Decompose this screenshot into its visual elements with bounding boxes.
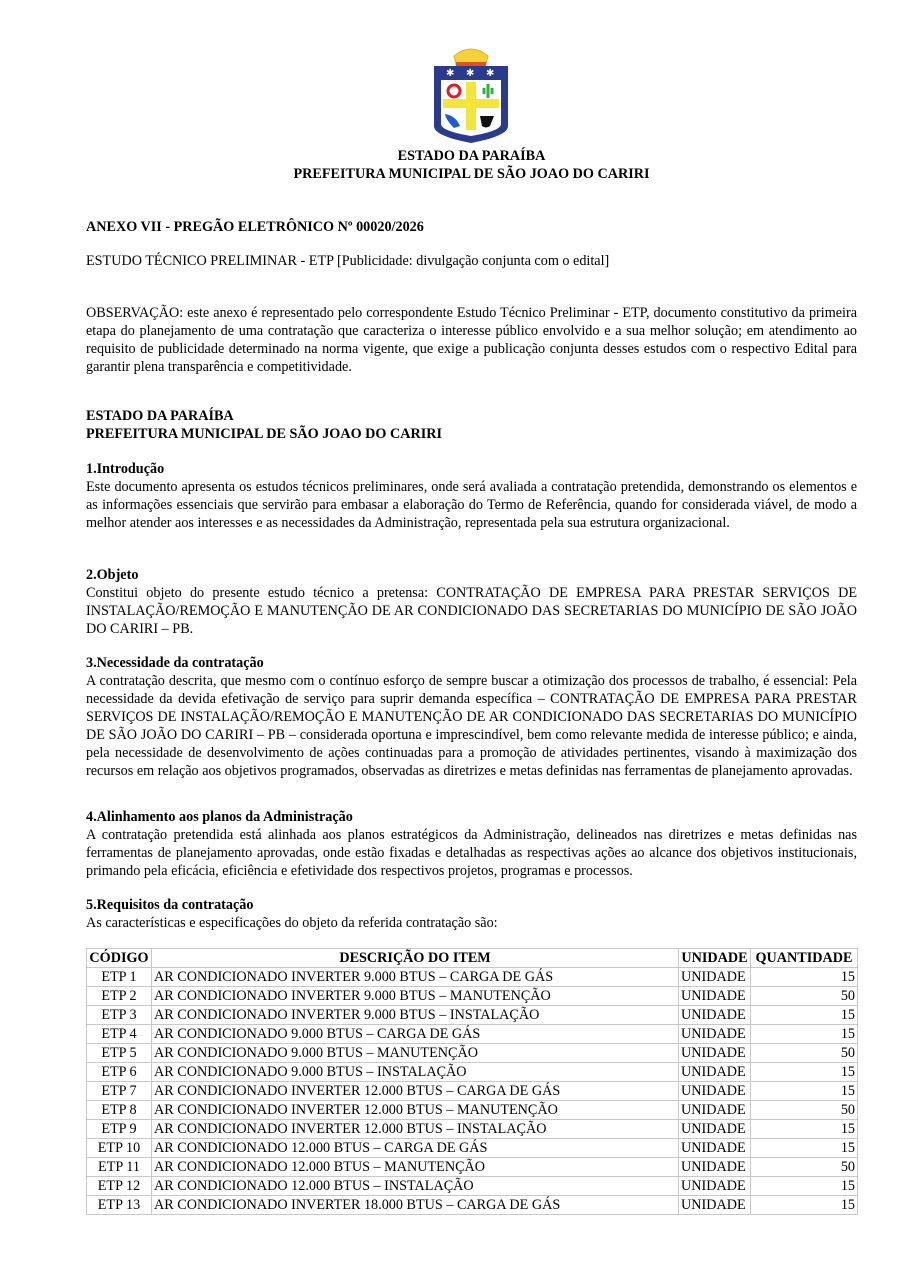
cell-unit: UNIDADE [679, 1025, 751, 1044]
cell-unit: UNIDADE [679, 1063, 751, 1082]
svg-text:✱: ✱ [446, 68, 455, 79]
table-row [87, 1139, 858, 1158]
header-municipality: PREFEITURA MUNICIPAL DE SÃO JOAO DO CARIRI [293, 166, 650, 182]
header [86, 147, 857, 183]
cell-qty: 15 [751, 968, 858, 987]
cell-description: AR CONDICIONADO 12.000 BTUS – CARGA DE GÁS [151, 1139, 678, 1158]
header-unit: UNIDADE [679, 949, 751, 968]
cell-qty: 15 [751, 1063, 858, 1082]
cell-unit: UNIDADE [679, 987, 751, 1006]
section-introduction [86, 460, 857, 532]
cell-qty: 15 [751, 1120, 858, 1139]
table-row [87, 1158, 858, 1177]
section-title: 5.Requisitos da contratação [86, 897, 254, 913]
cell-qty: 15 [751, 1006, 858, 1025]
header-description: DESCRIÇÃO DO ITEM [151, 949, 678, 968]
cell-unit: UNIDADE [679, 1120, 751, 1139]
cell-code: ETP 7 [87, 1082, 152, 1101]
section-requirements [86, 896, 857, 932]
table-row [87, 1025, 858, 1044]
cell-code: ETP 12 [87, 1177, 152, 1196]
table-row [87, 1177, 858, 1196]
table-row [87, 1006, 858, 1025]
cell-description: AR CONDICIONADO 12.000 BTUS – INSTALAÇÃO [151, 1177, 678, 1196]
cell-code: ETP 10 [87, 1139, 152, 1158]
cell-description: AR CONDICIONADO INVERTER 9.000 BTUS – CARGA DE GÁS [151, 968, 678, 987]
section-text: A contratação pretendida está alinhada aos planos estratégicos da Administração, delineados nas diretrizes e metas definidas nas ferramentas de planejamento aprovadas, onde estão fixadas e detalhadas as respectivas ações ao alcance dos objetivos institucionais, primando pela eficácia, eficiência e efetividade dos respectivos projetos, programas e processos. [86, 827, 857, 879]
header-state: ESTADO DA PARAÍBA [397, 148, 546, 164]
table-row [87, 1044, 858, 1063]
svg-text:✱: ✱ [486, 68, 495, 79]
subtitle: ESTUDO TÉCNICO PRELIMINAR - ETP [Publicidade: divulgação conjunta com o edital] [86, 253, 610, 269]
cell-code: ETP 6 [87, 1063, 152, 1082]
cell-qty: 15 [751, 1139, 858, 1158]
observation-paragraph: OBSERVAÇÃO: este anexo é representado pelo correspondente Estudo Técnico Preliminar - ETP, documento constitutivo da primeira etapa do planejamento de uma contratação que caracteriza o interesse público envolvido e a sua melhor solução; em atendimento ao requisito de publicidade determinado na norma vigente, que exige a publicação conjunta desses estudos com o respectivo Edital para garantir plena transparência e competitividade. [86, 305, 857, 375]
cell-description: AR CONDICIONADO INVERTER 18.000 BTUS – CARGA DE GÁS [151, 1196, 678, 1215]
cell-unit: UNIDADE [679, 1101, 751, 1120]
section-text: Constitui objeto do presente estudo técnico a pretensa: CONTRATAÇÃO DE EMPRESA PARA PRESTAR SERVIÇOS DE INSTALAÇÃO/REMOÇÃO E MANUTENÇÃO DE AR CONDICIONADO DAS SECRETARIAS DO MUNICÍPIO DE SÃO JOÃO DO CARIRI – PB. [86, 585, 857, 637]
cell-unit: UNIDADE [679, 968, 751, 987]
table-row [87, 1082, 858, 1101]
table-row [87, 1101, 858, 1120]
cell-description: AR CONDICIONADO 9.000 BTUS – INSTALAÇÃO [151, 1063, 678, 1082]
section-alignment [86, 808, 857, 880]
table-row [87, 1063, 858, 1082]
svg-text:✱: ✱ [466, 68, 475, 79]
table-row [87, 987, 858, 1006]
cell-description: AR CONDICIONADO INVERTER 12.000 BTUS – MANUTENÇÃO [151, 1101, 678, 1120]
cell-code: ETP 2 [87, 987, 152, 1006]
cell-qty: 50 [751, 1101, 858, 1120]
coat-of-arms-logo [428, 44, 514, 144]
table-header-row [87, 949, 858, 968]
cell-description: AR CONDICIONADO INVERTER 12.000 BTUS – INSTALAÇÃO [151, 1120, 678, 1139]
cell-qty: 15 [751, 1177, 858, 1196]
cell-code: ETP 11 [87, 1158, 152, 1177]
annex-title: ANEXO VII - PREGÃO ELETRÔNICO Nº 00020/2026 [86, 219, 424, 235]
table-row [87, 968, 858, 987]
cell-qty: 15 [751, 1082, 858, 1101]
cell-code: ETP 5 [87, 1044, 152, 1063]
cell-description: AR CONDICIONADO 9.000 BTUS – MANUTENÇÃO [151, 1044, 678, 1063]
header-quantity: QUANTIDADE [751, 949, 858, 968]
cell-qty: 50 [751, 1044, 858, 1063]
section-title: 4.Alinhamento aos planos da Administração [86, 809, 353, 825]
cell-qty: 15 [751, 1196, 858, 1215]
section-object [86, 566, 857, 638]
section-need [86, 654, 857, 780]
cell-unit: UNIDADE [679, 1044, 751, 1063]
cell-description: AR CONDICIONADO 9.000 BTUS – CARGA DE GÁS [151, 1025, 678, 1044]
cell-code: ETP 13 [87, 1196, 152, 1215]
items-table [86, 948, 858, 1215]
cell-unit: UNIDADE [679, 1196, 751, 1215]
section-text: As características e especificações do objeto da referida contratação são: [86, 915, 498, 931]
cell-description: AR CONDICIONADO INVERTER 9.000 BTUS – INSTALAÇÃO [151, 1006, 678, 1025]
cell-code: ETP 8 [87, 1101, 152, 1120]
cell-unit: UNIDADE [679, 1082, 751, 1101]
cell-code: ETP 3 [87, 1006, 152, 1025]
cell-qty: 50 [751, 1158, 858, 1177]
cell-description: AR CONDICIONADO 12.000 BTUS – MANUTENÇÃO [151, 1158, 678, 1177]
section-text: A contratação descrita, que mesmo com o contínuo esforço de sempre buscar a otimização dos processos de trabalho, é essencial: Pela necessidade da devida efetivação de serviço para suprir demanda específica – CONTRATAÇÃO DE EMPRESA PARA PRESTAR SERVIÇOS DE INSTALAÇÃO/REMOÇÃO E MANUTENÇÃO DE AR CONDICIONADO DAS SECRETARIAS DO MUNICÍPIO DE SÃO JOÃO DO CARIRI – PB – considerada oportuna e imprescindível, bem como relevante medida de interesse público; e ainda, pela necessidade de desenvolvimento de ações continuadas para a promoção de atividades pertinentes, visando à maximização dos recursos em relação aos objetivos programados, observadas as diretrizes e metas definidas nas ferramentas de planejamento aprovadas. [86, 673, 857, 779]
cell-code: ETP 4 [87, 1025, 152, 1044]
cell-code: ETP 9 [87, 1120, 152, 1139]
cell-qty: 15 [751, 1025, 858, 1044]
header2-municipality: PREFEITURA MUNICIPAL DE SÃO JOAO DO CARIRI [86, 426, 443, 442]
cell-unit: UNIDADE [679, 1139, 751, 1158]
header2-state: ESTADO DA PARAÍBA [86, 408, 234, 424]
section-title: 2.Objeto [86, 567, 139, 583]
header-repeat [86, 407, 857, 443]
section-text: Este documento apresenta os estudos técnicos preliminares, onde será avaliada a contratação pretendida, demonstrando os elementos e as informações essenciais que servirão para embasar a elaboração do Termo de Referência, quando for considerada viável, de modo a melhor atender aos interesses e as necessidades da Administração, representada pela sua estrutura organizacional. [86, 479, 857, 531]
cell-qty: 50 [751, 987, 858, 1006]
cell-unit: UNIDADE [679, 1006, 751, 1025]
table-row [87, 1196, 858, 1215]
section-title: 1.Introdução [86, 461, 165, 477]
cell-code: ETP 1 [87, 968, 152, 987]
table-row [87, 1120, 858, 1139]
cell-description: AR CONDICIONADO INVERTER 9.000 BTUS – MANUTENÇÃO [151, 987, 678, 1006]
header-code: CÓDIGO [87, 949, 152, 968]
cell-unit: UNIDADE [679, 1158, 751, 1177]
cell-description: AR CONDICIONADO INVERTER 12.000 BTUS – CARGA DE GÁS [151, 1082, 678, 1101]
cell-unit: UNIDADE [679, 1177, 751, 1196]
section-title: 3.Necessidade da contratação [86, 655, 264, 671]
